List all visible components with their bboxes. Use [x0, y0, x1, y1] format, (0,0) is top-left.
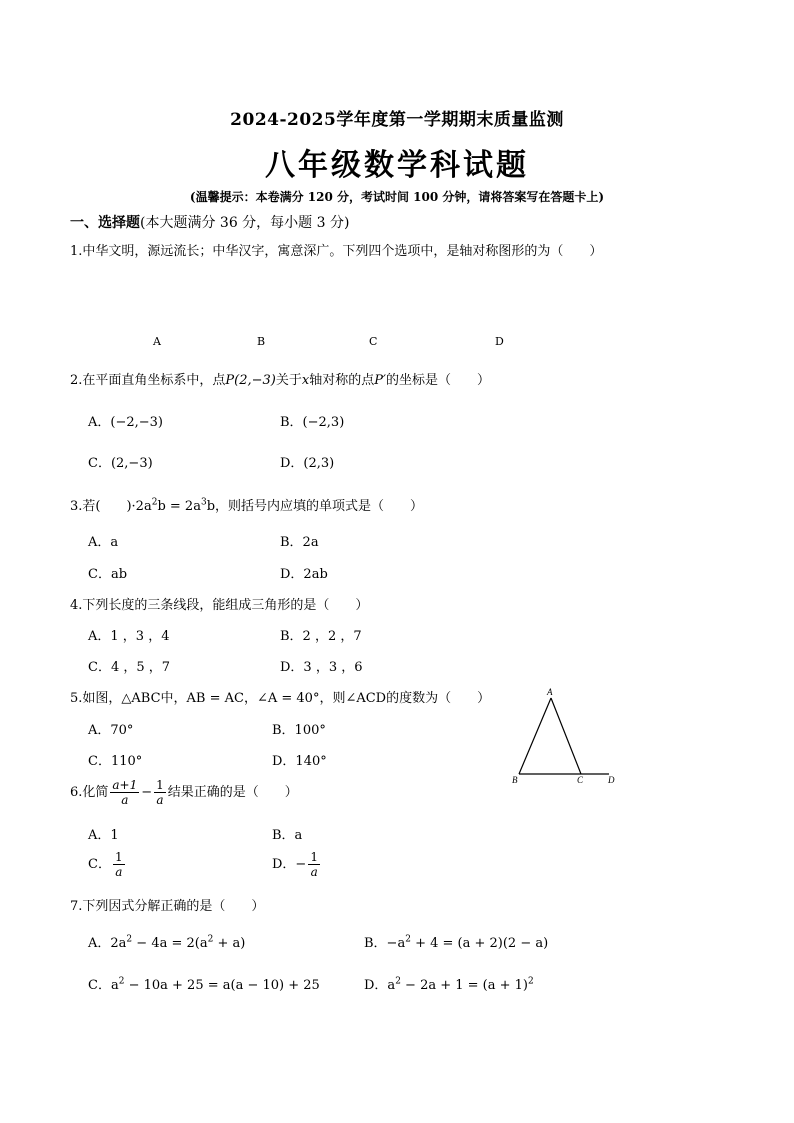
q7-a-post: + a) — [213, 936, 246, 951]
q3-exp2: 3 — [200, 497, 207, 508]
q2-option-a: A．(−2,−3) — [88, 415, 163, 430]
q3-mid: b = 2a — [157, 499, 201, 514]
q6-fraction-2 — [154, 778, 166, 807]
vertex-a-label: A — [547, 687, 553, 697]
question-4: 4.下列长度的三条线段，能组成三角形的是（ ） — [70, 598, 369, 613]
q7-d-exp1: 2 — [395, 976, 401, 987]
q6-option-c-fraction — [113, 850, 125, 879]
q3-option-b: B．2a — [280, 535, 319, 550]
q7-b-pre: B．−a — [364, 936, 406, 951]
vertex-b-label: B — [512, 775, 518, 784]
q7-option-a — [88, 932, 245, 951]
q7-a-mid: − 4a = 2(a — [132, 936, 208, 951]
section-note: (本大题满分 36 分，每小题 3 分) — [140, 215, 350, 231]
triangle-figure — [505, 684, 625, 784]
question-7: 7.下列因式分解正确的是（ ） — [70, 899, 265, 914]
q4-option-d: D．3 ，3 ，6 — [280, 660, 363, 675]
question-1: 1.中华文明，源远流长；中华汉字，寓意深广。下列四个选项中，是轴对称图形的为（ ） — [70, 244, 603, 259]
q5-option-a: A．70° — [88, 723, 134, 738]
q6-option-c-denominator: a — [115, 865, 123, 879]
q6-option-d-label: D．− — [272, 857, 307, 872]
q1-label-b: B — [257, 335, 266, 348]
q6-pre: 6.化简 — [70, 785, 109, 800]
q2-end: 的坐标是（ ） — [385, 373, 490, 388]
q7-option-c — [88, 974, 320, 993]
q6-f2-numerator: 1 — [156, 778, 164, 792]
vertex-c-label: C — [577, 775, 584, 784]
q2-option-c: C．(2,−3) — [88, 456, 153, 471]
q6-fraction-1 — [110, 778, 139, 807]
q6-option-d — [272, 850, 322, 879]
q6-option-d-fraction — [308, 850, 320, 879]
q4-option-b: B．2 ，2 ，7 — [280, 629, 362, 644]
q5-option-d: D．140° — [272, 754, 327, 769]
section-title: 一、选择题 — [70, 215, 140, 231]
q5-option-b: B．100° — [272, 723, 326, 738]
q7-option-d — [364, 974, 534, 993]
q7-b-post: + 4 = (a + 2)(2 − a) — [410, 936, 549, 951]
q6-option-b: B．a — [272, 828, 303, 843]
q1-label-a: A — [153, 335, 161, 348]
question-3 — [70, 495, 423, 514]
q6-option-c — [88, 850, 127, 879]
q7-c-pre: C．a — [88, 978, 119, 993]
exam-title: 2024-2025学年度第一学期期末质量监测 — [230, 110, 564, 130]
side-ac — [551, 698, 581, 774]
q6-option-d-denominator: a — [310, 865, 318, 879]
q1-label-c: C — [369, 335, 378, 348]
question-5: 5.如图，△ABC中，AB = AC，∠A = 40°，则∠ACD的度数为（ ） — [70, 691, 491, 706]
q6-option-c-label: C． — [88, 857, 111, 872]
q2-axis: x — [301, 373, 310, 388]
q6-post: 结果正确的是（ ） — [167, 785, 298, 800]
point-d-label: D — [608, 775, 615, 784]
subject-title: 八年级数学科试题 — [265, 148, 529, 183]
q2-option-b: B．(−2,3) — [280, 415, 345, 430]
q6-f1-numerator: a+1 — [112, 778, 138, 792]
q6-option-d-numerator: 1 — [310, 850, 318, 864]
q7-c-exp1: 2 — [118, 976, 125, 987]
q7-a-exp2: 2 — [207, 934, 214, 945]
exam-tip: (温馨提示：本卷满分 120 分，考试时间 100 分钟，请将答案写在答题卡上) — [189, 190, 605, 204]
section-heading — [70, 212, 349, 232]
q7-option-b — [364, 932, 548, 951]
q2-pre: 2.在平面直角坐标系中，点 — [70, 373, 226, 388]
q3-option-a: A．a — [88, 535, 119, 550]
q7-d-exp2: 2 — [528, 976, 534, 987]
q6-option-a: A．1 — [88, 828, 119, 843]
q7-a-pre: A．2a — [88, 936, 127, 951]
side-ab — [519, 698, 551, 774]
q6-f1-denominator: a — [121, 793, 129, 807]
q2-point: P(2,−3) — [225, 373, 276, 388]
q1-label-d: D — [495, 335, 504, 348]
q6-f2-denominator: a — [156, 793, 164, 807]
q2-option-d: D．(2,3) — [280, 456, 335, 471]
q7-b-exp1: 2 — [405, 934, 411, 945]
q3-pre: 3.若( )·2a — [70, 499, 152, 514]
question-2 — [70, 369, 490, 388]
q3-post: b，则括号内应填的单项式是（ ） — [206, 499, 424, 514]
q7-d-mid: − 2a + 1 = (a + 1) — [400, 978, 529, 993]
question-6 — [70, 778, 298, 807]
q3-exp1: 2 — [151, 497, 158, 508]
q2-post: 轴对称的点 — [309, 373, 375, 388]
q7-d-pre: D．a — [364, 978, 396, 993]
q5-option-c: C．110° — [88, 754, 143, 769]
q2-point2: P′ — [374, 373, 386, 388]
q2-mid: 关于 — [275, 373, 302, 388]
q7-c-post: − 10a + 25 = a(a − 10) + 25 — [124, 978, 320, 993]
q6-minus: − — [141, 785, 153, 800]
q7-a-exp1: 2 — [126, 934, 133, 945]
q3-option-c: C．ab — [88, 567, 128, 582]
q3-option-d: D．2ab — [280, 567, 328, 582]
q4-option-a: A．1 ，3 ，4 — [88, 629, 170, 644]
q6-option-c-numerator: 1 — [114, 850, 123, 864]
q4-option-c: C．4 ，5 ，7 — [88, 660, 171, 675]
